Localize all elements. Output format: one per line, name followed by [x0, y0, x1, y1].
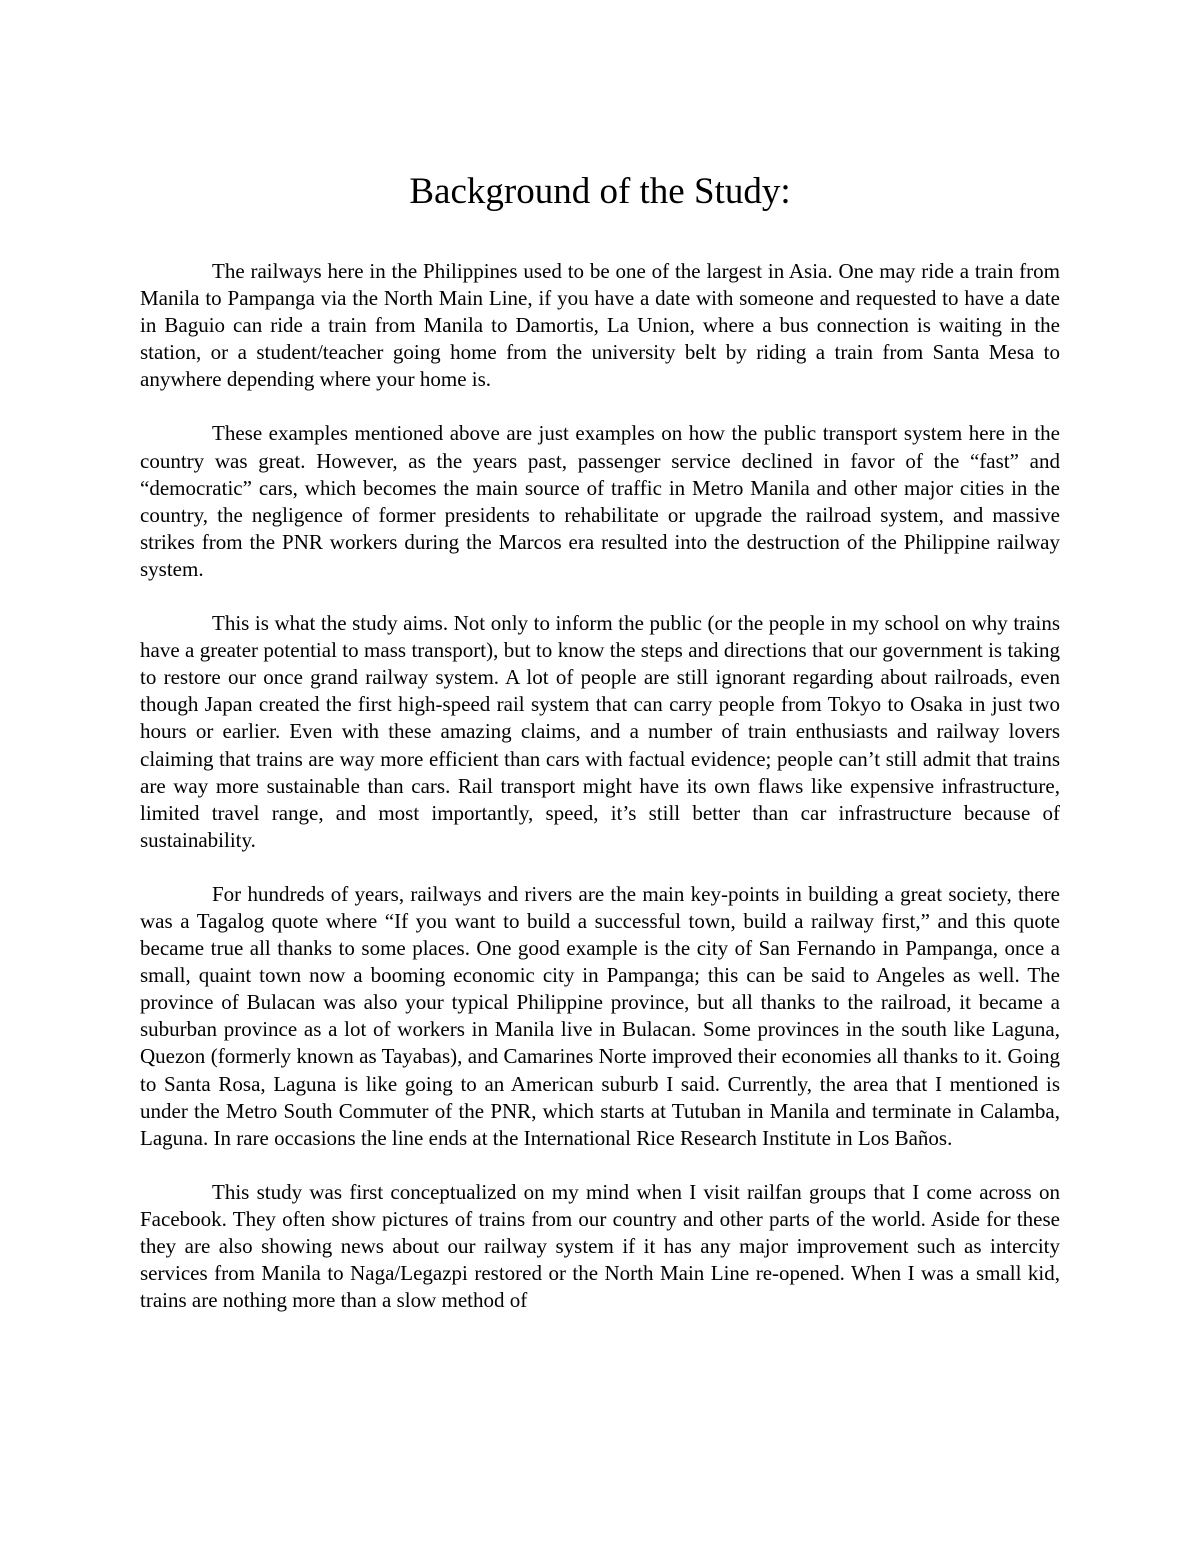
- paragraph-5: This study was first conceptualized on my mind when I visit railfan groups that I come across on Facebook. They often show pictures of trains from our country and other parts of the world. Aside for these they are also showing news about our railway system if it has any major improvement such as intercity services from Manila to Naga/Legazpi restored or the North Main Line re-opened. When I was a small kid, trains are nothing more than a slow method of: [140, 1179, 1060, 1313]
- paragraph-3: This is what the study aims. Not only to inform the public (or the people in my school on why trains have a greater potential to mass transport), but to know the steps and directions that our government is taking to restore our once grand railway system. A lot of people are still ignorant regarding about railroads, even though Japan created the first high-speed rail system that can carry people from Tokyo to Osaka in just two hours or earlier. Even with these amazing claims, and a number of train enthusiasts and railway lovers claiming that trains are way more efficient than cars with factual evidence; people can’t still admit that trains are way more sustainable than cars. Rail transport might have its own flaws like expensive infrastructure, limited travel range, and most importantly, speed, it’s still better than car infrastructure because of sustainability.: [140, 611, 1060, 852]
- paragraph-1: The railways here in the Philippines used to be one of the largest in Asia. One may ride a train from Manila to Pampanga via the North Main Line, if you have a date with someone and requested to have a date in Baguio can ride a train from Manila to Damortis, La Union, where a bus connection is waiting in the station, or a student/teacher going home from the university belt by riding a train from Santa Mesa to anywhere depending where your home is.: [140, 259, 1060, 392]
- paragraph-2: These examples mentioned above are just examples on how the public transport system here in the country was great. However, as the years past, passenger service declined in favor of the “fast” and “democratic” cars, which becomes the main source of traffic in Metro Manila and other major cities in the country, the negligence of former presidents to rehabilitate or upgrade the railroad system, and massive strikes from the PNR workers during the Marcos era resulted into the destruction of the Philippine railway system.: [140, 421, 1060, 581]
- document-title: Background of the Study:: [409, 171, 791, 212]
- paragraph-4: For hundreds of years, railways and rivers are the main key-points in building a great society, there was a Tagalog quote where “If you want to build a successful town, build a railway first,” and this quote became true all thanks to some places. One good example is the city of San Fernando in Pampanga, once a small, quaint town now a booming economic city in Pampanga; this can be said to Angeles as well. The province of Bulacan was also your typical Philippine province, but all thanks to the railroad, it became a suburban province as a lot of workers in Manila live in Bulacan. Some provinces in the south like Laguna, Quezon (formerly known as Tayabas), and Camarines Norte improved their economies all thanks to it. Going to Santa Rosa, Laguna is like going to an American suburb I said. Currently, the area that I mentioned is under the Metro South Commuter of the PNR, which starts at Tutuban in Manila and terminate in Calamba, Laguna. In rare occasions the line ends at the International Rice Research Institute in Los Baños.: [140, 881, 1060, 1150]
- document-body: [140, 258, 1060, 1314]
